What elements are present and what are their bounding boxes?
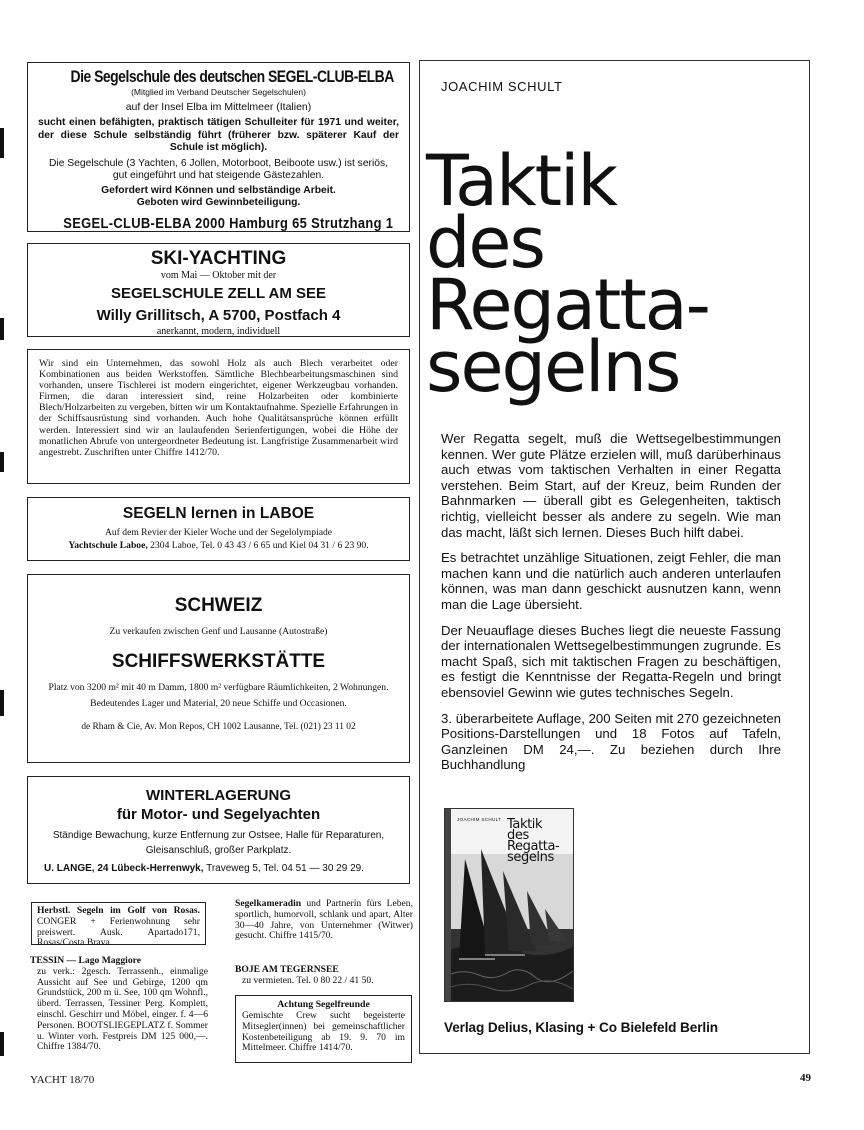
ad-boje-title: BOJE AM TEGERNSEE <box>235 964 339 975</box>
ad-achtung-body: Gemischte Crew sucht begeisterte Mitsegler(innen) bei gemeinschaftlicher Kostenbeteiligung ab 19. 9. 70 im Mittelmeer. Chiffre 1414/70. <box>242 1010 405 1054</box>
ad-rosas-body: CONGER + Ferienwohnung sehr preiswert. Ausk. Apartado171, Rosas/Costa Brava. <box>37 915 200 949</box>
ad-body-text: Wir sind ein Unternehmen, das sowohl Holz als auch Blech verarbeitet oder Kombinationen aus beiden Werkstoffen. Sämtliche Blechbearbeitungsmaschinen sind vorhanden, unsere Tischlerei ist modern eingerichtet, eigener Werkzeugbau vorhanden. Firmen, die daran interessiert sind, reine Holzarbeiten oder kombinierte Blech/Holzarbeiten zu vergeben, bitten wir um Kontaktaufnahme. Spezielle Erfahrungen in der Schiffsausrüstung sind vorhanden. Auch hohe Qualitätsansprüche können erfüllt werden. Interessiert sind wir an laulaufenden Serienfertigungen, wobei die Höhe der monatlichen Abrufe von untergeordneter Bedeutung ist. Langfristige Zusammenarbeit wird angestrebt. Zuschriften unter Chiffre 1412/70. <box>39 358 398 458</box>
ad-member-note: (Mitglied im Verband Deutscher Segelschulen) <box>131 87 306 97</box>
ad-segelkameradin <box>235 899 413 942</box>
ad-rosas <box>31 902 206 949</box>
ad-boje <box>235 964 413 986</box>
book-paragraph-3: Der Neuauflage dieses Buches liegt die neueste Fassung der internationalen Wettsegelbestimmungen zugrunde. Es macht Spaß, sich mit taktischen Fragen zu beschäftigen, es festigt die Kenntnisse der Regatta-Regeln und bringt ebensoviel Gewinn wie gutes technisches Segeln. <box>441 622 781 700</box>
ad-description: Die Segelschule (3 Yachten, 6 Jollen, Motorboot, Beiboote usw.) ist seriös, gut eingeführt und hat steigende Gästezahlen. <box>48 157 389 181</box>
ad-segel-club-elba <box>27 62 410 232</box>
ad-subtitle: für Motor- und Segelyachten <box>116 806 321 823</box>
book-title-line-1: Taktik <box>426 140 617 222</box>
ad-contact-name: U. LANGE, 24 Lübeck-Herrenwyk, <box>44 863 204 874</box>
cover-author: JOACHIM SCHULT <box>457 817 502 822</box>
book-cover-image <box>444 808 574 1002</box>
ad-search-text: sucht einen befähigten, praktisch tätigen Schulleiter für 1971 und weiter, der diese Schule selbständig führt (früherer bzw. späterer Kauf der Schule ist möglich). <box>38 117 399 153</box>
scan-edge-mark <box>0 1032 4 1056</box>
ad-title: SEGELN lernen in LABOE <box>122 505 315 522</box>
ad-laboe <box>27 497 410 561</box>
book-title-line-3: Regatta- <box>426 264 709 346</box>
ad-boje-body: zu vermieten. Tel. 0 80 22 / 41 50. <box>242 975 374 986</box>
ad-period: vom Mai — Oktober mit der <box>160 270 277 281</box>
ad-schweiz <box>27 574 410 763</box>
ad-tessin <box>30 956 208 1053</box>
cover-title <box>507 819 559 863</box>
ad-title: WINTERLAGERUNG <box>146 787 291 804</box>
ad-demand-2: Geboten wird Gewinnbeteiligung. <box>136 197 301 208</box>
ad-contact-phone: Traveweg 5, Tel. 04 51 — 30 29 29. <box>206 863 364 874</box>
book-title-line-4: segelns <box>426 326 680 408</box>
book-title-line-2: des <box>426 202 544 284</box>
ad-location: auf der Insel Elba im Mittelmeer (Italien) <box>125 101 312 113</box>
cover-title-line-2: des <box>507 828 529 843</box>
ad-school: SEGELSCHULE ZELL AM SEE <box>110 285 327 302</box>
ad-title: SKI-YACHTING <box>150 248 287 269</box>
ad-phone: 2304 Laboe, Tel. 0 43 43 / 6 65 und Kiel 04 31 / 6 23 90. <box>150 540 369 551</box>
ad-tessin-title: TESSIN — Lago Maggiore <box>30 955 141 966</box>
ad-ski-yachting <box>27 243 410 337</box>
ad-line-2 <box>38 539 399 552</box>
magazine-issue: YACHT 18/70 <box>30 1074 95 1086</box>
cover-title-line-1: Taktik <box>507 817 543 832</box>
ad-contact <box>40 862 397 876</box>
ad-description: Ständige Bewachung, kurze Entfernung zur Ostsee, Halle für Reparaturen, Gleisanschluß, großer Parkplatz. <box>52 830 385 856</box>
book-paragraph-1: Wer Regatta segelt, muß die Wettsegelbestimmungen kennen. Wer gute Plätze erzielen will, muß darüberhinaus auch etwas vom taktischen Verhalten in einer Regatta verstehen. Beim Start, auf der Kreuz, beim Runden der Bahnmarken — überall gibt es Gelegenheiten, taktisch richtig, vielleicht besser als andere zu segeln. Wie man das macht, läßt sich lernen. Dieses Buch hilft dabei. <box>441 431 781 540</box>
ad-segelkameradin-title: Segelkameradin <box>235 898 302 909</box>
scan-edge-mark <box>0 690 4 716</box>
ad-description: Platz von 3200 m² mit 40 m Damm, 1800 m² verfügbare Räumlichkeiten, 2 Wohnungen. Bedeutendes Lager und Material, 20 neue Schiffe und Occasionen. <box>48 682 389 709</box>
ad-title: Die Segelschule des deutschen SEGEL-CLUB-ELBA <box>70 67 394 86</box>
ad-contact: Willy Grillitsch, A 5700, Postfach 4 <box>96 307 341 324</box>
ad-tessin-body: zu verk.: 2gesch. Terrassenh., einmalige Aussicht auf See und Gebirge, 1200 qm Grundstück, 200 m ü. See, 100 qm Wohnfl., überd. Terrassen, Tessiner Perg. Komplett, einschl. Geschirr und Möbel, einger. f. 4—6 Personen. BOOTSLIEGEPLATZ f. Sommer u. Winter vorh. Festpreis DM 125 000,—. Chiffre 1384/70. <box>37 965 208 1053</box>
ad-address: SEGEL-CLUB-ELBA 2000 Hamburg 65 Strutzhang 1 <box>63 214 394 232</box>
ad-contact: de Rham & Cie, Av. Mon Repos, CH 1002 Lausanne, Tel. (021) 23 11 02 <box>81 722 356 732</box>
scan-edge-mark <box>0 318 4 340</box>
ad-winterlagerung <box>27 776 410 884</box>
ad-tagline: anerkannt, modern, individuell <box>156 326 281 337</box>
book-author: JOACHIM SCHULT <box>441 79 563 94</box>
ad-school-name: Yachtschule Laboe, <box>68 540 148 551</box>
ad-demand-1: Gefordert wird Können und selbständige Arbeit. <box>101 184 336 196</box>
ad-achtung-title: Achtung Segelfreunde <box>277 999 370 1010</box>
book-publisher: Verlag Delius, Klasing + Co Bielefeld Berlin <box>444 1020 718 1035</box>
ad-line-1: Zu verkaufen zwischen Genf und Lausanne (Autostraße) <box>109 626 328 637</box>
cover-title-line-3: Regatta- <box>507 839 560 854</box>
ad-rosas-text <box>37 906 200 949</box>
book-description <box>441 431 781 783</box>
scan-edge-mark <box>0 452 4 472</box>
book-paragraph-4: 3. überarbeitete Auflage, 200 Seiten mit 270 gezeichneten Positions-Darstellungen und 18 Fotos auf Tafeln, Ganzleinen DM 24,—. Zu beziehen durch Ihre Buchhandlung <box>441 710 781 773</box>
ad-holz-blech <box>27 349 410 484</box>
ad-achtung <box>235 995 412 1063</box>
ad-segelkameradin-body: und Partnerin fürs Leben, sportlich, humorvoll, schlank und apart, Alter 30—40 Jahre, von Unternehmer (Witwer) gesucht. Chiffre 1415/70. <box>235 898 413 942</box>
page-number: 49 <box>800 1072 811 1084</box>
ad-line-1: Auf dem Revier der Kieler Woche und der Segelolympiade <box>104 527 333 538</box>
ad-subtitle: SCHIFFSWERKSTÄTTE <box>111 651 326 672</box>
scan-edge-mark <box>0 128 4 158</box>
ad-rosas-title: Herbstl. Segeln im Golf von Rosas. <box>37 905 200 916</box>
book-paragraph-2: Es betrachtet unzählige Situationen, zeigt Fehler, die man machen kann und die natürlich auch anderen unterlaufen können, was man dann geschickt ausnutzen kann, wenn man die Lage übersieht. <box>441 550 781 612</box>
cover-title-line-4: segelns <box>507 850 554 865</box>
ad-title: SCHWEIZ <box>174 595 263 616</box>
